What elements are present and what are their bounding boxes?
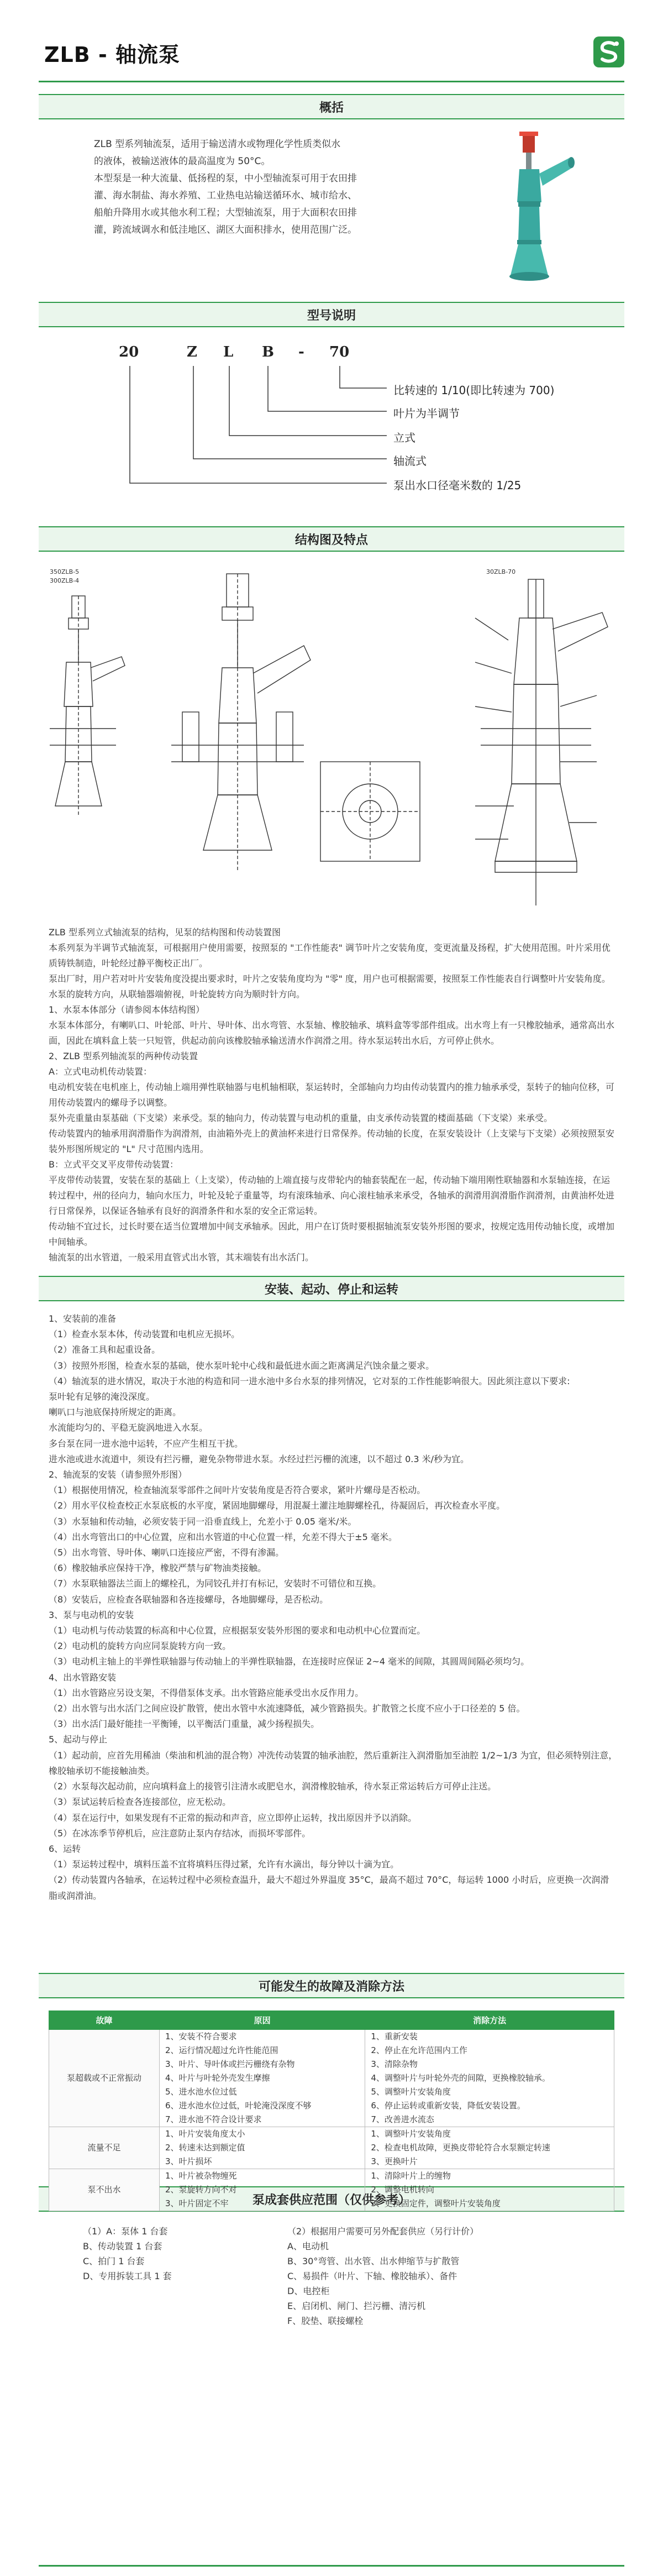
table-row	[49, 2030, 614, 2127]
fault-header-fault: 故障	[49, 2011, 160, 2030]
supply-item: （1）A：泵体 1 台套	[83, 2226, 168, 2237]
cause-cell	[160, 2030, 365, 2127]
section-heading-model: 型号说明	[39, 302, 624, 327]
install-paragraph: （1）泵运转过程中，填料压盖不宜将填料压得过紧，允许有水滴出，每分钟以十滴为宜。	[49, 1859, 399, 1870]
overview-line: 灌，跨流域调水和低洼地区、湖区大面积排水，使用范围广泛。	[94, 224, 357, 235]
install-paragraph: 4、出水管路安装	[49, 1672, 117, 1683]
install-paragraph: （1）出水管路应另设支架，不得借泵体支承。出水管路应能承受出水反作用力。	[49, 1687, 364, 1698]
remedy-cell	[365, 2169, 614, 2211]
install-paragraph: 1、安装前的准备	[49, 1313, 117, 1324]
table-row	[49, 2127, 614, 2169]
overview-line: 的液体，被输送液体的最高温度为 50°C。	[94, 156, 271, 167]
model-section	[0, 327, 663, 526]
supply-item: C、易损件（叶片、下轴、橡胶轴承）、备件	[287, 2271, 457, 2281]
section-heading-structure: 结构图及特点	[39, 526, 624, 552]
install-paragraph: （1）根据使用情况，检查轴流泵零部件之间叶片安装角度是否符合要求，紧叶片螺母是否松动。	[49, 1485, 426, 1496]
cause-item: 3、叶片固定不牢	[165, 2198, 229, 2208]
install-paragraph: （2）出水管与出水活门之间应设扩散管，使出水管中水流速降低，减少管路损失。扩散管之长度不应小于口径差的 5 倍。	[49, 1703, 525, 1714]
structure-paragraph: 1、水泵本体部分（请参阅本体结构图）	[49, 1004, 205, 1015]
structure-paragraph: 泵外壳重量由泵基础（下支梁）来承受。泵的轴向力，传动装置与电动机的重量，由支承传动装置的楼面基础（下支梁）来承受。	[49, 1113, 553, 1123]
remedy-item: 4、调整叶片与叶轮外壳的间隙，更换橡胶轴承。	[371, 2073, 550, 2083]
cause-item: 6、进水池水位过低，叶轮淹没深度不够	[165, 2101, 312, 2111]
section-heading-fault: 可能发生的故障及消除方法	[39, 1973, 624, 1998]
install-paragraph: （2）电动机的旋转方向应同泵旋转方向一致。	[49, 1641, 231, 1652]
install-paragraph: （8）安装后，应检查各联轴器和各连接螺母，各地脚螺母，是否松动。	[49, 1594, 329, 1605]
fault-header-cause: 原因	[160, 2011, 365, 2030]
remedy-item: 2、停止在允许范围内工作	[371, 2045, 467, 2055]
overview-text	[94, 136, 481, 239]
page-title: ZLB - 轴流泵	[44, 43, 180, 67]
cause-cell	[160, 2127, 365, 2169]
install-paragraph: （1）电动机与传动装置的标高和中心位置，应根据泵安装外形图的要求和电动机中心位置而定。	[49, 1625, 426, 1636]
model-label-axial: 轴流式	[393, 454, 427, 468]
structure-section	[0, 552, 663, 1276]
supply-item: C、拍门 1 台套	[83, 2256, 145, 2266]
install-paragraph: 水流能均匀的、平稳无旋涡地进入水泵。	[49, 1422, 208, 1433]
overview-section	[0, 119, 663, 302]
install-paragraph: （2）用水平仪检查校正水泵底板的水平度，紧固地脚螺母，用混凝土灌注地脚螺栓孔，待凝固后，再次检查水平度。	[49, 1500, 506, 1511]
section-heading-install: 安装、起动、停止和运转	[39, 1276, 624, 1301]
structure-drawings	[44, 563, 619, 917]
install-paragraph: （7）水泵联轴器法兰面上的螺栓孔，为同铰孔并打有标记，安装时不可错位和互换。	[49, 1578, 382, 1589]
structure-paragraph: 平皮带传动装置，安装在泵的基础上（上支梁），传动轴的上端直接与皮带轮内的轴套装配在一起，传动轴下端用刚性联轴器和水泵轴连接，在运转过程中，州的径向力，轴向水压力，叶轮及轮子重量等，均有滚珠轴承、向心滚柱轴承来承受，各轴承的润滑用润滑脂作润滑剂，由黄油杯处进行日常保养，以保证各轴承有良好的润滑条件和水泵的安全正常运转。	[49, 1175, 615, 1216]
cause-item: 1、安装不符合要求	[165, 2032, 237, 2041]
cause-item: 2、泵旋转方向不对	[165, 2185, 237, 2195]
cause-item: 1、叶片安装角度太小	[165, 2129, 245, 2139]
supply-right-list	[287, 2224, 478, 2328]
supply-section	[0, 2212, 663, 2326]
install-paragraph: （3）按照外形图，检查水泵的基础，使水泵叶轮中心线和最低进水面之距离满足汽蚀余量之要求。	[49, 1360, 435, 1371]
install-paragraph: （1）检查水泵本体，传动装置和电机应无损坏。	[49, 1329, 240, 1340]
table-row	[49, 2169, 614, 2211]
install-paragraph: 5、起动与停止	[49, 1734, 108, 1745]
install-paragraph: （1）起动前，应首先用稀油（柴油和机油的混合物）冲洗传动装置的轴承油腔，然后重新注入润滑脂加至油腔 1/2~1/3 为宜，但必须特别注意，橡胶轴承切不能接触油类。	[49, 1750, 618, 1776]
cause-item: 2、运行情况超过允许性能范围	[165, 2045, 278, 2055]
supply-item: B、传动装置 1 台套	[83, 2241, 162, 2252]
remedy-item: 6、停止运转或重新安装，降低安装设置。	[371, 2101, 525, 2111]
model-label-blade: 叶片为半调节	[393, 407, 460, 420]
model-label-vertical: 立式	[393, 431, 415, 444]
drawing-label: 350ZLB-5	[50, 568, 80, 575]
remedy-item: 3、更换固定件，调整叶片安装角度	[371, 2198, 501, 2208]
supply-item: F、胶垫、联接螺栓	[287, 2316, 364, 2326]
remedy-item: 2、检查电机故障，更换皮带轮符合水泵额定转速	[371, 2143, 550, 2153]
model-label-outlet: 泵出水口径毫米数的 1/25	[393, 479, 522, 492]
install-paragraph: （3）出水活门最好能挂一平衡锤，以平衡活门重量，减少扬程损失。	[49, 1719, 320, 1730]
remedy-item: 5、调整叶片安装角度	[371, 2087, 451, 2097]
cause-item: 4、叶片与叶轮外壳发生摩擦	[165, 2073, 270, 2083]
install-paragraph: （4）出水弯管出口的中心位置，应和出水管道的中心位置一样，允差不得大于±5 毫米。	[49, 1531, 397, 1542]
section-heading-supply: 泵成套供应范围（仅供参考）	[39, 2186, 624, 2212]
structure-paragraph: 轴流泵的出水管道，一般采用直管式出水管，其末端装有出水活门。	[49, 1252, 314, 1263]
structure-text	[49, 925, 618, 1265]
model-code-70: 70	[329, 344, 350, 360]
remedy-item: 1、重新安装	[371, 2032, 418, 2041]
drawing-label: 30ZLB-70	[486, 568, 516, 575]
install-paragraph: 6、运转	[49, 1843, 81, 1854]
remedy-cell	[365, 2127, 614, 2169]
install-paragraph: 3、泵与电动机的安装	[49, 1609, 134, 1620]
structure-paragraph: 2、ZLB 型系列轴流泵的两种传动装置	[49, 1051, 198, 1061]
supply-item: A、电动机	[287, 2241, 329, 2252]
supply-item: D、专用拆装工具 1 套	[83, 2271, 172, 2281]
structure-paragraph: 泵出厂时，用户若对叶片安装角度没提出要求时，叶片之安装角度均为 "零" 度，用户也可根据需要，按照泵工作性能表自行调整叶片安装角度。	[49, 973, 611, 984]
structure-paragraph: 水泵的旋转方向，从联轴器端俯视，叶轮旋转方向为顺时针方向。	[49, 989, 306, 999]
overview-line: ZLB 型系列轴流泵，适用于输送清水或物理化学性质类似水	[94, 139, 341, 150]
cause-item: 1、叶片被杂物缠死	[165, 2171, 237, 2181]
page-header	[0, 0, 663, 94]
cause-item: 3、叶片、导叶体或拦污栅绕有杂物	[165, 2059, 295, 2069]
fault-cell: 流量不足	[49, 2127, 160, 2169]
model-code-z: Z	[187, 344, 197, 360]
structure-paragraph: 本系列泵为半调节式轴流泵，可根据用户使用需要，按照泵的 "工作性能表" 调节叶片之安装角度，变更流量及扬程，扩大使用范围。叶片采用优质铸铁制造，叶轮经过静平衡校正出厂。	[49, 943, 611, 968]
remedy-item: 3、清除杂物	[371, 2059, 418, 2069]
overview-line: 灌、海水制盐、海水养殖、工业热电站输送循环水、城市给水、	[94, 190, 357, 201]
cause-item: 5、进水池水位过低	[165, 2087, 237, 2097]
install-paragraph: （5）出水弯管、导叶体、喇叭口连接应严密，不得有渗漏。	[49, 1547, 285, 1558]
structure-paragraph: A：立式电动机传动装置：	[49, 1066, 152, 1077]
install-paragraph: 进水池或进水流道中，须设有拦污栅，避免杂物带进水泵。水经过拦污栅的流速，以不超过 0.3 米/秒为宜。	[49, 1453, 470, 1464]
fault-table-header	[49, 2011, 614, 2030]
fault-cell: 泵不出水	[49, 2169, 160, 2211]
structure-paragraph: ZLB 型系列立式轴流泵的结构，见泵的结构图和传动装置图	[49, 927, 281, 938]
model-code-l: L	[223, 344, 234, 360]
install-paragraph: （3）电动机主轴上的半弹性联轴器与传动轴上的半弹性联轴器，在连接时应保证 2~4 毫米的间隙，其圆周间隔必须均匀。	[49, 1656, 530, 1667]
install-paragraph: （3）泵试运转后检查各连接部位，应无松动。	[49, 1797, 231, 1808]
supply-item: E、启闭机、闸门、拦污栅、清污机	[287, 2301, 426, 2311]
install-paragraph: （2）水泵每次起动前，应向填料盒上的接管引注清水或肥皂水，润滑橡胶轴承，待水泵正常运转后方可停止注送。	[49, 1781, 497, 1792]
supply-item: D、电控柜	[287, 2286, 330, 2296]
install-paragraph: 泵叶轮有足够的淹没深度。	[49, 1391, 155, 1402]
install-paragraph: 喇叭口与池底保持所规定的距离。	[49, 1407, 182, 1418]
footer-rule	[39, 2565, 624, 2567]
structure-paragraph: 传动装置内的轴承用润滑脂作为润滑剂，由油箱外壳上的黄油杯来进行日常保养。传动轴的长度，在泵安装设计（上支梁与下支梁）必须按照泵安装外形图所规定的 "L" 尺寸范围内选用。	[49, 1128, 615, 1154]
header-rule	[39, 81, 624, 82]
cause-cell	[160, 2169, 365, 2211]
s-logo-icon	[592, 35, 625, 69]
model-code-20: 20	[119, 344, 139, 360]
model-code-b: B	[262, 344, 274, 360]
cause-item: 3、叶片损坏	[165, 2156, 212, 2166]
install-paragraph: 2、轴流泵的安装（请参照外形图）	[49, 1469, 187, 1480]
remedy-item: 1、调整叶片安装角度	[371, 2129, 451, 2139]
install-paragraph: （3）水泵轴和传动轴，必须安装于同一沿垂直线上，允差小于 0.05 毫米/米。	[49, 1516, 357, 1527]
remedy-item: 7、改善进水流态	[371, 2114, 434, 2124]
supply-left-list	[83, 2224, 172, 2284]
install-section	[0, 1301, 663, 1973]
structure-paragraph: 水泵本体部分，有喇叭口、叶轮部、叶片、导叶体、出水弯管、水泵轴、橡胶轴承、填料盒等零部件组成。出水弯上有一只橡胶轴承，通常高出水面，因此在填料盒上装一只短管，供起动前向该橡胶轴承输送清水作润滑之用。待水泵运转出水后，方可停止供水。	[49, 1020, 615, 1046]
install-paragraph: （2）传动装置内各轴承，在运转过程中必须检查温升，最大不超过外界温度 35°C，最高不超过 70°C，每运转 1000 小时后，应更换一次润滑脂或润滑油。	[49, 1875, 609, 1901]
install-paragraph: （2）准备工具和起重设备。	[49, 1344, 161, 1355]
remedy-item: 1、清除叶片上的缠物	[371, 2171, 451, 2181]
structure-paragraph: 电动机安装在电机座上，传动轴上端用弹性联轴器与电机轴相联，泵运转时，全部轴向力均由传动装置内的推力轴承承受，泵转子的轴向位移，可用传动装置内的螺母予以调整。	[49, 1082, 615, 1108]
install-paragraph: （5）在冰冻季节停机后，应注意防止泵内存结冰，而损坏零部件。	[49, 1828, 311, 1839]
overview-line: 船舶升降用水或其他水利工程；大型轴流泵，用于大面积农田排	[94, 207, 357, 218]
overview-line: 本型泵是一种大流量、低扬程的泵，中小型轴流泵可用于农田排	[94, 173, 357, 184]
drawing-label: 300ZLB-4	[50, 577, 80, 584]
cause-item: 2、转速未达到额定值	[165, 2143, 245, 2153]
structure-paragraph: B：立式平交叉平皮带传动装置：	[49, 1159, 178, 1170]
install-paragraph: （4）轴流泵的进水情况，取决于水池的构造和同一进水池中多台水泵的排列情况，它对泵的工作性能影响很大。因此须注意以下要求:	[49, 1375, 570, 1386]
remedy-item: 3、更换叶片	[371, 2156, 418, 2166]
install-text	[49, 1311, 618, 1904]
model-label-speed: 比转速的 1/10(即比转速为 700)	[393, 384, 555, 397]
supply-item: （2）根据用户需要可另外配套供应（另行计价）	[287, 2226, 479, 2237]
install-paragraph: （6）橡胶轴承应保持干净，橡胶严禁与矿物油类接触。	[49, 1563, 267, 1574]
install-paragraph: （4）泵在运行中，如果发现有不正常的振动和声音，应立即停止运转，找出原因并予以消除。	[49, 1812, 417, 1823]
model-code-dash: -	[298, 344, 304, 360]
fault-table	[49, 2010, 614, 2211]
supply-item: B、30°弯管、出水管、出水伸缩节与扩散管	[287, 2256, 460, 2266]
fault-cell: 泵超载或不正常振动	[49, 2030, 160, 2127]
remedy-item: 2、调整电机转向	[371, 2185, 434, 2195]
remedy-cell	[365, 2030, 614, 2127]
cause-item: 7、进水池不符合设计要求	[165, 2114, 262, 2124]
pump-photo	[486, 130, 575, 285]
structure-paragraph: 传动轴不宜过长，过长时要在适当位置增加中间支承轴承。因此，用户在订货时要根据轴流泵安装外形图的要求，按规定选用传动轴长度，或增加中间轴承。	[49, 1221, 615, 1247]
fault-header-remedy: 消除方法	[365, 2011, 614, 2030]
install-paragraph: 多台泵在同一进水池中运转，不应产生相互干扰。	[49, 1438, 244, 1449]
section-heading-overview: 概括	[39, 94, 624, 119]
